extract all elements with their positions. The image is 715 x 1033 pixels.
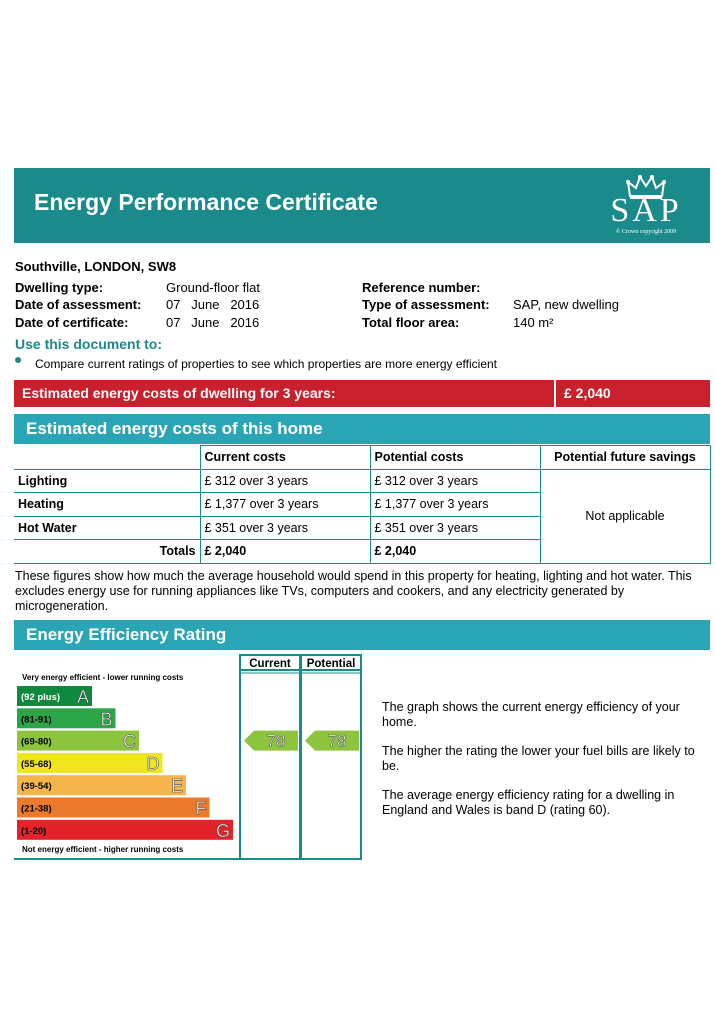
sap-logo-text: SAP	[610, 192, 682, 229]
header-potential-costs: Potential costs	[370, 446, 540, 470]
assessment-type-label: Type of assessment:	[362, 297, 490, 312]
costs-explanation: These figures show how much the average household would spend in this property for heating, lighting and hot water. This excludes energy use for running appliances like TVs, computers and cookers, and any electricity generated by microgeneration.	[15, 569, 692, 613]
band-range-c: (69-80)	[21, 736, 52, 748]
band-range-b: (81-91)	[21, 714, 52, 726]
total-current: £ 2,040	[200, 540, 370, 564]
dwelling-type-value: Ground-floor flat	[166, 280, 260, 295]
costs-section-header	[14, 414, 710, 444]
total-potential: £ 2,040	[370, 540, 540, 564]
certificate-date-label: Date of certificate:	[15, 315, 129, 330]
band-letter-d: D	[146, 753, 160, 774]
floor-area-label: Total floor area:	[362, 315, 460, 330]
lighting-current: £ 312 over 3 years	[200, 469, 370, 493]
dwelling-type-label: Dwelling type:	[15, 280, 104, 295]
row-label-hot-water: Hot Water	[14, 516, 200, 540]
band-range-f: (21-38)	[21, 803, 52, 815]
rating-paragraph-2: The higher the rating the lower your fuel bills are likely to be.	[382, 744, 695, 773]
divider	[554, 380, 556, 407]
heating-current: £ 1,377 over 3 years	[200, 493, 370, 517]
band-range-e: (39-54)	[21, 781, 52, 793]
estimated-costs-bar	[14, 380, 710, 407]
table-header-row	[14, 446, 710, 470]
reference-number-label: Reference number:	[362, 280, 481, 295]
row-label-lighting: Lighting	[14, 469, 200, 493]
potential-column-label: Potential	[306, 658, 356, 670]
band-letter-f: F	[195, 798, 207, 819]
certificate-title: Energy Performance Certificate	[34, 189, 378, 215]
property-address: Southville, LONDON, SW8	[15, 259, 177, 274]
band-letter-b: B	[100, 709, 113, 730]
current-column-frame	[240, 655, 300, 859]
rating-bands	[17, 686, 233, 841]
band-range-a: (92 plus)	[21, 692, 61, 703]
bullet-icon	[15, 357, 21, 363]
band-range-g: (1-20)	[21, 825, 47, 837]
hot-water-current: £ 351 over 3 years	[200, 516, 370, 540]
rating-paragraph-3: The average energy efficiency rating for a dwelling in England and Wales is band D (rating 60).	[382, 788, 675, 817]
savings-not-applicable: Not applicable	[540, 469, 710, 563]
potential-column-frame	[301, 655, 361, 859]
current-column-label: Current	[249, 658, 291, 670]
band-letter-c: C	[123, 731, 136, 752]
floor-area-value: 140 m²	[513, 315, 554, 330]
heating-potential: £ 1,377 over 3 years	[370, 493, 540, 517]
costs-section-title: Estimated energy costs of this home	[26, 419, 323, 438]
costs-table	[14, 445, 711, 564]
row-label-heating: Heating	[14, 493, 200, 517]
rating-paragraph-1: The graph shows the current energy efficiency of your home.	[382, 700, 680, 729]
top-caption: Very energy efficient - lower running costs	[22, 673, 184, 682]
table-row	[14, 469, 710, 493]
efficiency-section-header	[14, 620, 710, 650]
current-rating-marker-value: 78	[266, 731, 286, 751]
table-corner	[14, 446, 200, 470]
band-range-d: (55-68)	[21, 758, 52, 770]
header-potential-savings: Potential future savings	[540, 446, 710, 470]
lighting-potential: £ 312 over 3 years	[370, 469, 540, 493]
header-current-costs: Current costs	[200, 446, 370, 470]
assessment-type-value: SAP, new dwelling	[513, 297, 619, 312]
bottom-caption: Not energy efficient - higher running costs	[22, 845, 184, 854]
potential-rating-marker-value: 78	[327, 731, 347, 751]
sap-logo	[596, 172, 696, 240]
estimated-costs-value: £ 2,040	[564, 385, 611, 401]
crown-copyright: © Crown copyright 2009	[615, 229, 677, 235]
use-document-bullet: Compare current ratings of properties to see which properties are more energy efficient	[35, 357, 498, 371]
band-g	[17, 820, 233, 840]
use-document-heading: Use this document to:	[15, 336, 163, 352]
assessment-date-value: 07 June 2016	[166, 297, 260, 312]
assessment-date-label: Date of assessment:	[15, 297, 142, 312]
efficiency-rating-chart	[14, 654, 364, 864]
certificate-header	[14, 168, 710, 243]
totals-label: Totals	[14, 540, 200, 564]
certificate-date-value: 07 June 2016	[166, 315, 260, 330]
hot-water-potential: £ 351 over 3 years	[370, 516, 540, 540]
efficiency-section-title: Energy Efficiency Rating	[26, 625, 227, 644]
band-letter-e: E	[170, 776, 183, 797]
band-letter-a: A	[76, 687, 89, 707]
band-letter-g: G	[215, 820, 230, 841]
estimated-costs-label: Estimated energy costs of dwelling for 3 years:	[22, 385, 336, 401]
